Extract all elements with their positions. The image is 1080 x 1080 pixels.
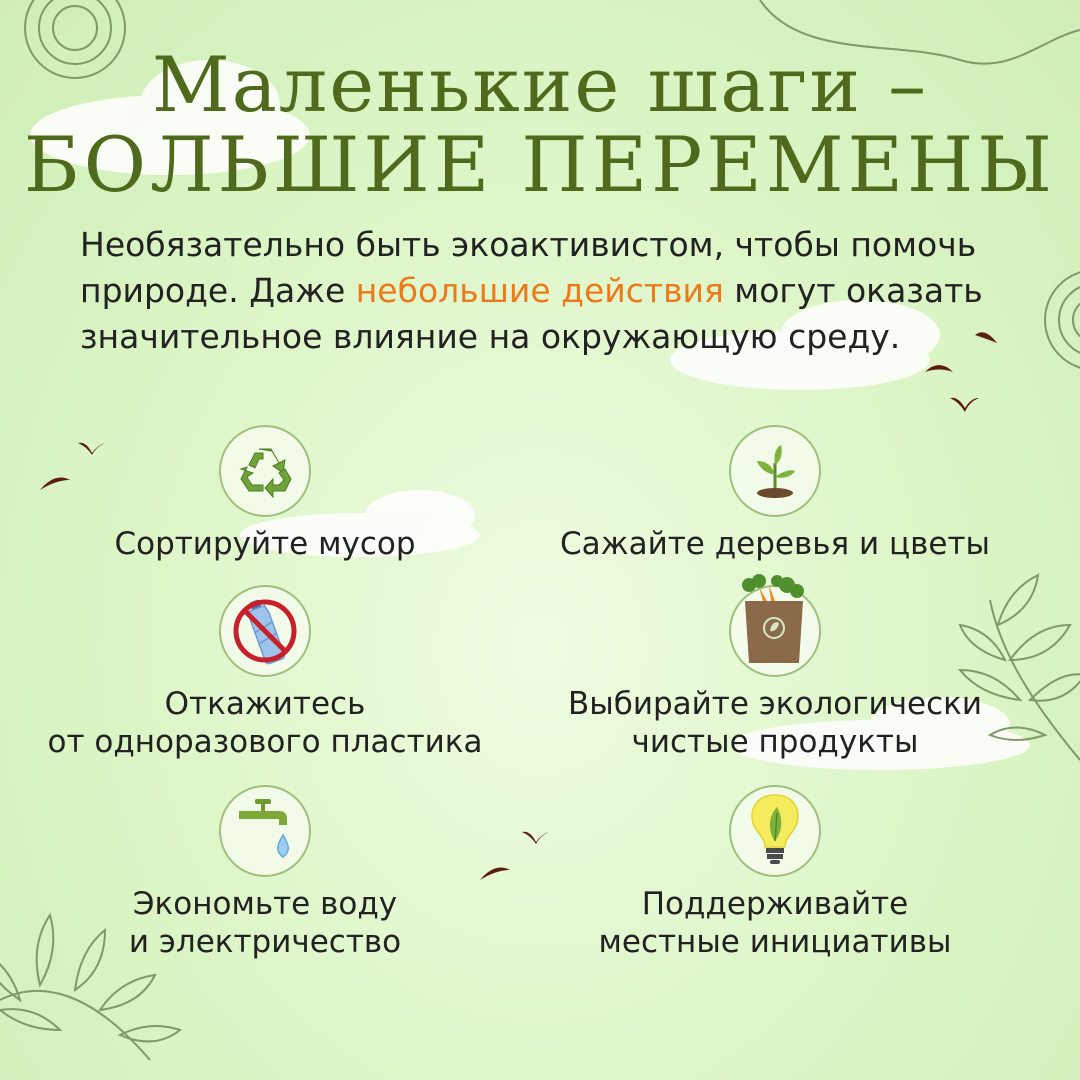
tip-label: Сортируйте мусор <box>114 526 416 562</box>
icon-circle <box>219 425 311 517</box>
eco-lightbulb-icon <box>739 791 811 871</box>
tip-label: Выбирайте экологически <box>567 686 983 722</box>
icon-circle <box>729 585 821 677</box>
tip-label: и электричество <box>128 924 402 960</box>
intro-highlight: небольшие действия <box>355 271 724 310</box>
tip-label: Поддерживайте <box>641 886 909 922</box>
tip-label: Откажитесь <box>164 686 366 722</box>
tip-support-initiatives <box>525 785 1025 961</box>
tip-sort-waste <box>15 425 515 563</box>
recycle-icon <box>233 439 297 503</box>
tip-plant-trees <box>525 425 1025 563</box>
page-title-line1: Маленькие шаги – <box>151 40 929 129</box>
intro-text: Необязательно быть экоактивистом, чтобы помочь природе. Даже <box>80 225 977 310</box>
tip-save-resources <box>15 785 515 961</box>
water-tap-icon <box>229 795 301 867</box>
sprout-icon <box>743 439 807 503</box>
tip-label: от одноразового пластика <box>47 724 483 760</box>
icon-circle <box>729 785 821 877</box>
tip-label: Экономьте воду <box>132 886 398 922</box>
eco-grocery-bag-icon <box>729 573 819 673</box>
tip-label: местные инициативы <box>598 924 952 960</box>
icon-circle <box>219 785 311 877</box>
tip-label: чистые продукты <box>631 724 919 760</box>
intro-text: могут оказать значительное влияние на окружающую среду. <box>80 271 983 356</box>
intro-paragraph <box>80 222 1000 360</box>
no-plastic-bottle-icon <box>229 595 301 667</box>
icon-circle <box>219 585 311 677</box>
icon-circle <box>729 425 821 517</box>
tip-eco-products <box>525 585 1025 761</box>
tip-label: Сажайте деревья и цветы <box>560 526 990 562</box>
tip-refuse-plastic <box>15 585 515 761</box>
page-title-line2: БОЛЬШИЕ ПЕРЕМЕНЫ <box>23 120 1057 209</box>
spiral-decoration <box>1045 270 1080 370</box>
